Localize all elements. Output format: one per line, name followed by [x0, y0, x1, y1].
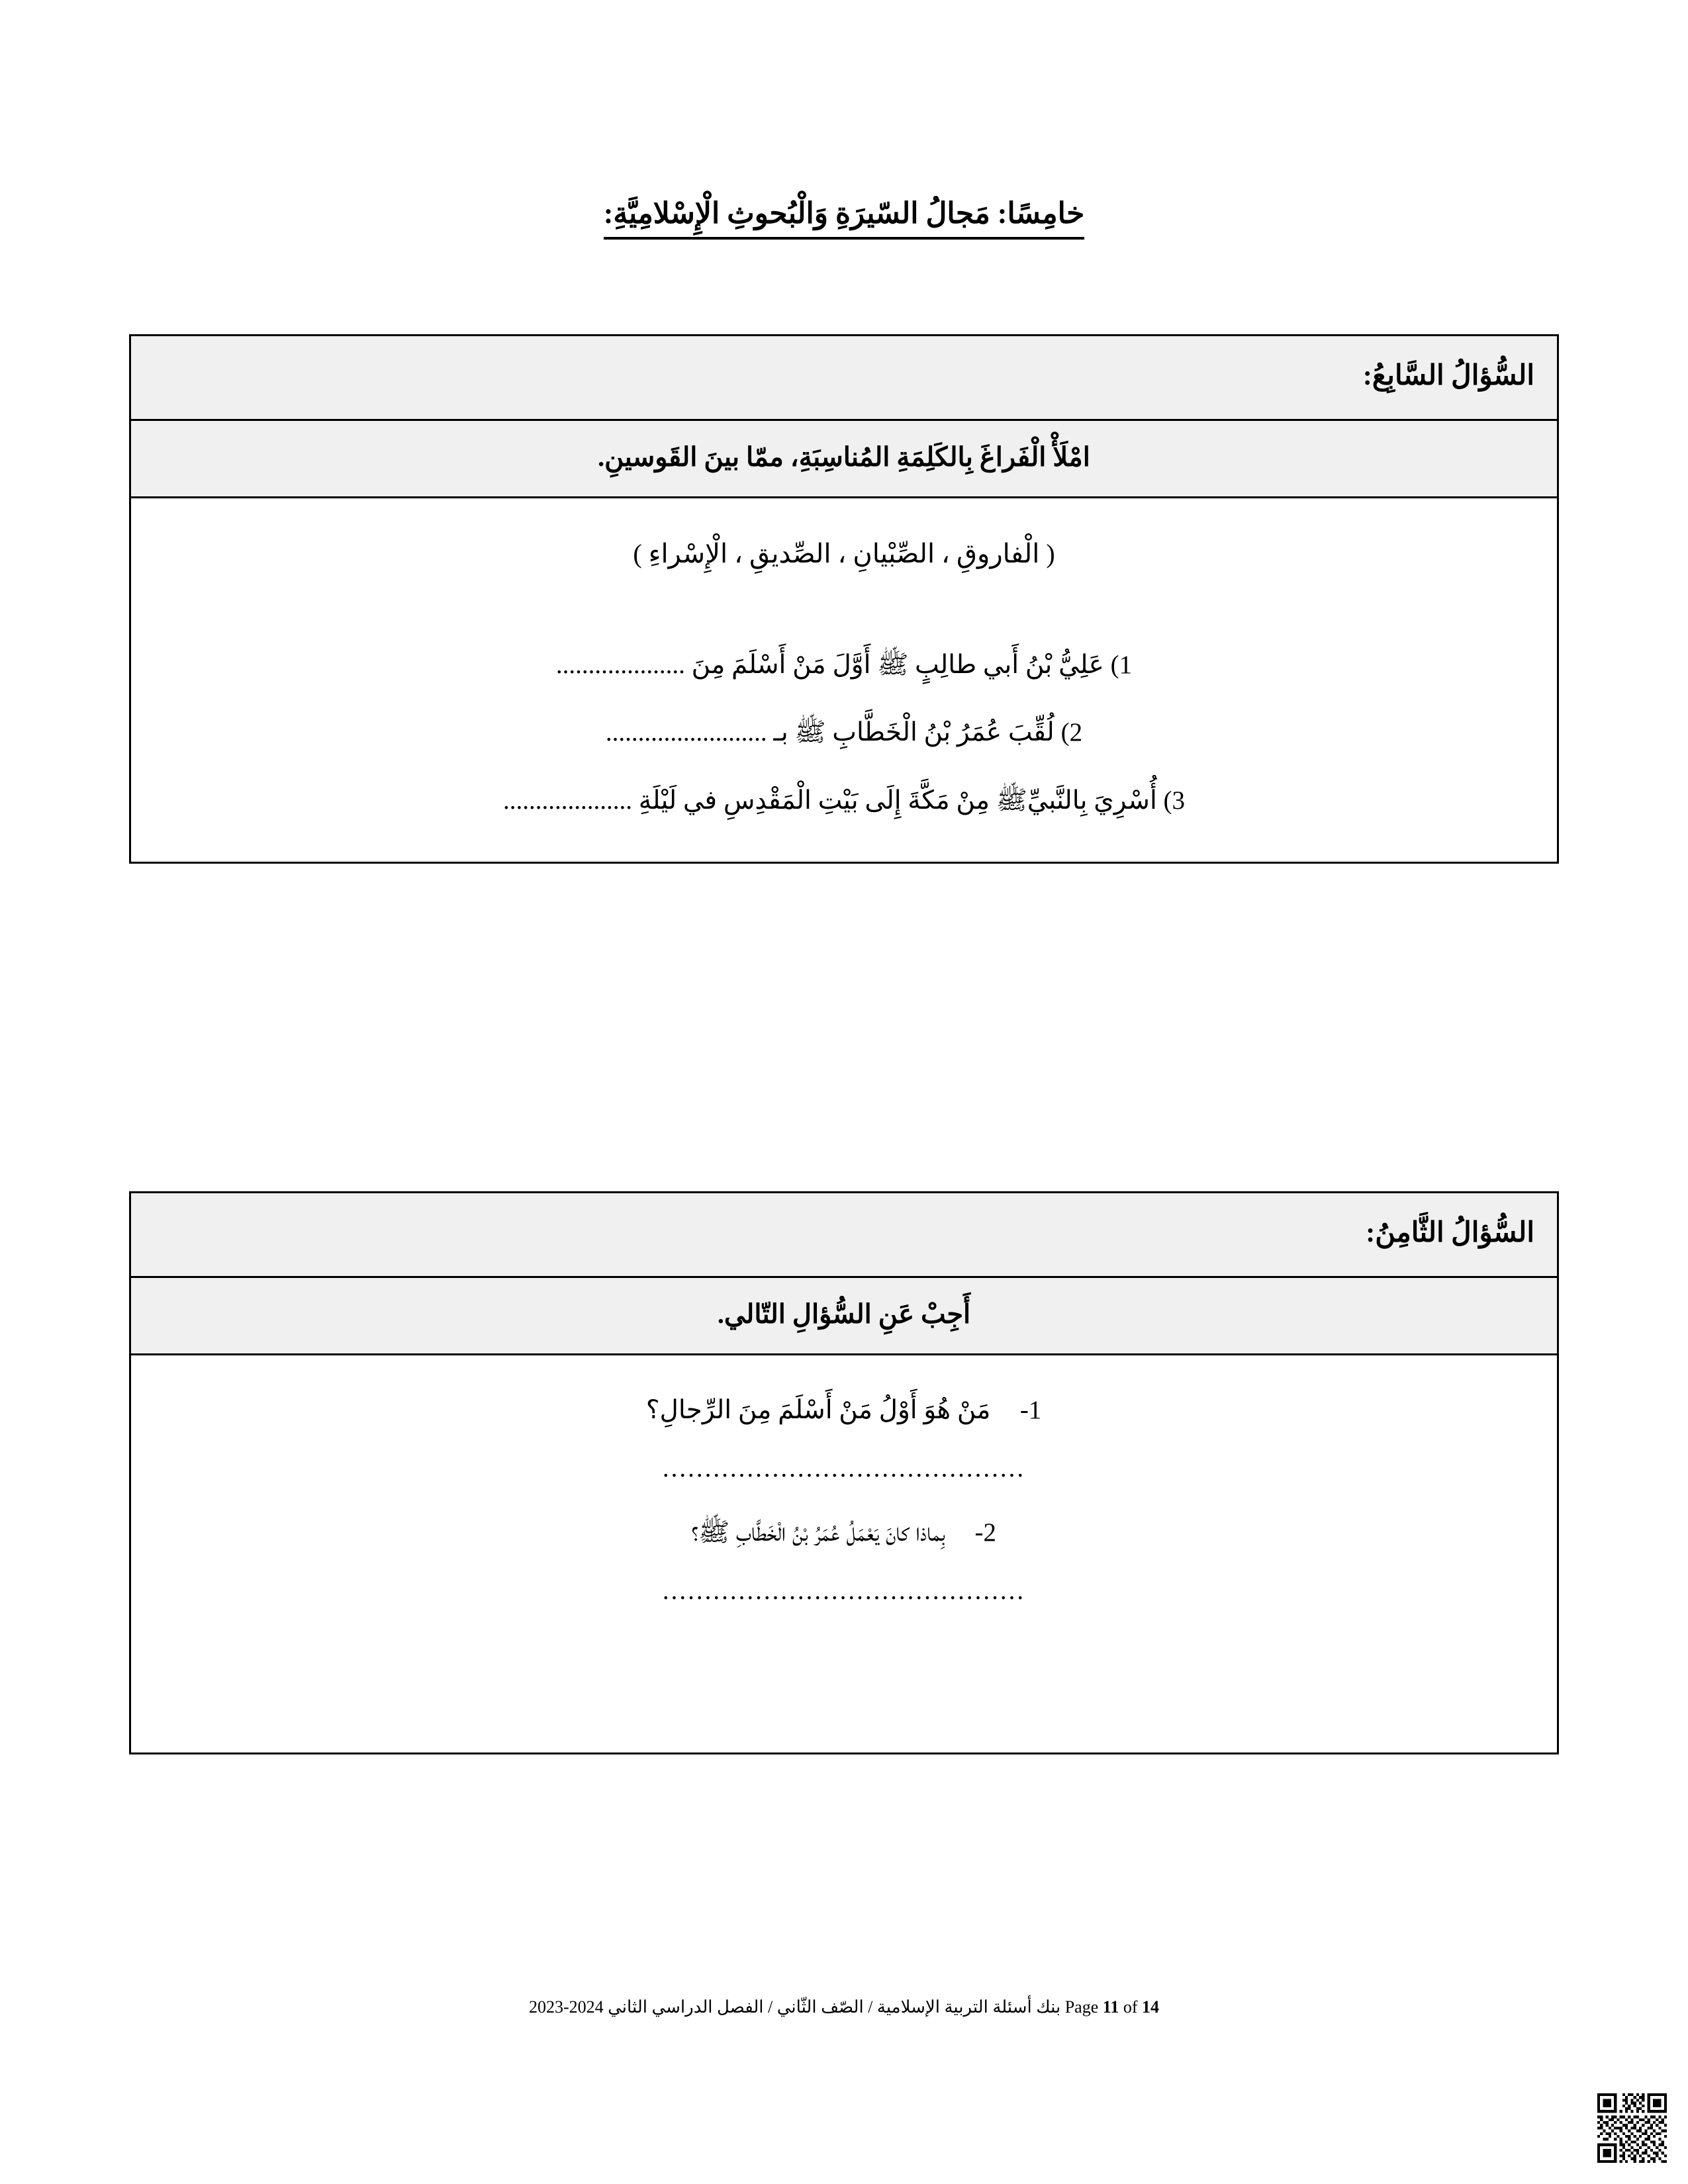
short-answer-question [155, 1512, 1533, 1576]
fill-item-number: 2) [1060, 718, 1083, 747]
qr-code[interactable] [1597, 2093, 1667, 2163]
fill-item-blank[interactable]: .................... [555, 650, 685, 679]
footer-content [529, 1995, 1159, 2019]
footer-page-total: 14 [1142, 1997, 1160, 2017]
short-answer-item [155, 1512, 1533, 1619]
short-answer-list [155, 1375, 1533, 1641]
page-footer [0, 1995, 1688, 2019]
short-answer-item [155, 1390, 1533, 1496]
footer-page-indicator [1065, 1997, 1159, 2017]
section-heading [129, 192, 1559, 240]
fill-item-text: عَلِيُّ بْنُ أَبي طالِبٍ ﷺ أَوَّلَ مَنْ أَسْلَمَ مِنَ [691, 650, 1104, 679]
footer-page-of: of [1123, 1997, 1138, 2017]
short-answer-text: بِماذا كانَ يَعْمَلُ عُمَرُ بْنُ الْخَطَّابِ ﷺ؟ [691, 1518, 946, 1547]
fill-item-number: 3) [1163, 786, 1186, 815]
fill-in-blank-list [155, 632, 1533, 835]
question-eight-table [129, 1191, 1559, 1754]
question-seven-instruction: امْلَأْ الْفَراغَ بِالكَلِمَةِ المُناسِبَةِ، ممّا بينَ القَوسينِ. [598, 441, 1090, 472]
question-seven-instruction-row [131, 421, 1557, 498]
question-eight-instruction-row [131, 1278, 1557, 1355]
fill-item-number: 1) [1110, 650, 1133, 679]
question-seven-title: السُّؤالُ السَّابِعُ: [1362, 361, 1534, 391]
question-seven-body [131, 498, 1557, 862]
section-heading-text: خامِسًا: مَجالُ السّيرَةِ وَالْبُحوثِ الْإِسْلامِيَّةِ: [604, 192, 1085, 240]
footer-page-prefix: Page [1064, 1997, 1099, 2017]
short-answer-number: 1- [1019, 1395, 1042, 1424]
fill-item-text: أُسْرِيَ بِالنَّبيِّﷺ مِنْ مَكَّةَ إِلَى بَيْتِ الْمَقْدِسِ في لَيْلَةِ [638, 786, 1157, 815]
fill-item-text: لُقِّبَ عُمَرُ بْنُ الْخَطَّابِ ﷺ بـ [773, 718, 1055, 747]
question-seven-table [129, 334, 1559, 864]
short-answer-text: مَنْ هُوَ أَوْلُ مَنْ أَسْلَمَ مِنَ الرِّجالِ؟ [645, 1395, 991, 1424]
fill-item-blank[interactable]: .................... [502, 786, 632, 815]
question-eight-title-row [131, 1193, 1557, 1278]
fill-item [155, 768, 1533, 835]
short-answer-blank[interactable]: ........................................... [662, 1454, 1026, 1483]
question-seven-title-row [131, 336, 1557, 421]
question-eight-title: السُّؤالُ الثَّامِنُ: [1366, 1218, 1534, 1248]
short-answer-blank[interactable]: ........................................... [662, 1576, 1026, 1606]
fill-item [155, 632, 1533, 700]
fill-item [155, 700, 1533, 767]
footer-text: بنك أسئلة التربية الإسلامية / الصّف الثّاني / الفصل الدراسي الثاني 2024-2023 [528, 1997, 1061, 2017]
question-eight-instruction: أَجِبْ عَنِ السُّؤالِ التّالي. [717, 1298, 971, 1329]
short-answer-number: 2- [974, 1518, 997, 1547]
footer-page-number: 11 [1102, 1997, 1119, 2017]
fill-item-blank[interactable]: ......................... [605, 718, 767, 747]
question-eight-body [131, 1355, 1557, 1752]
short-answer-question [155, 1390, 1533, 1453]
word-bank: ( الْفاروقِ ، الصِّبْيانِ ، الصِّديقِ ، الْإِسْراءِ ) [633, 538, 1055, 569]
